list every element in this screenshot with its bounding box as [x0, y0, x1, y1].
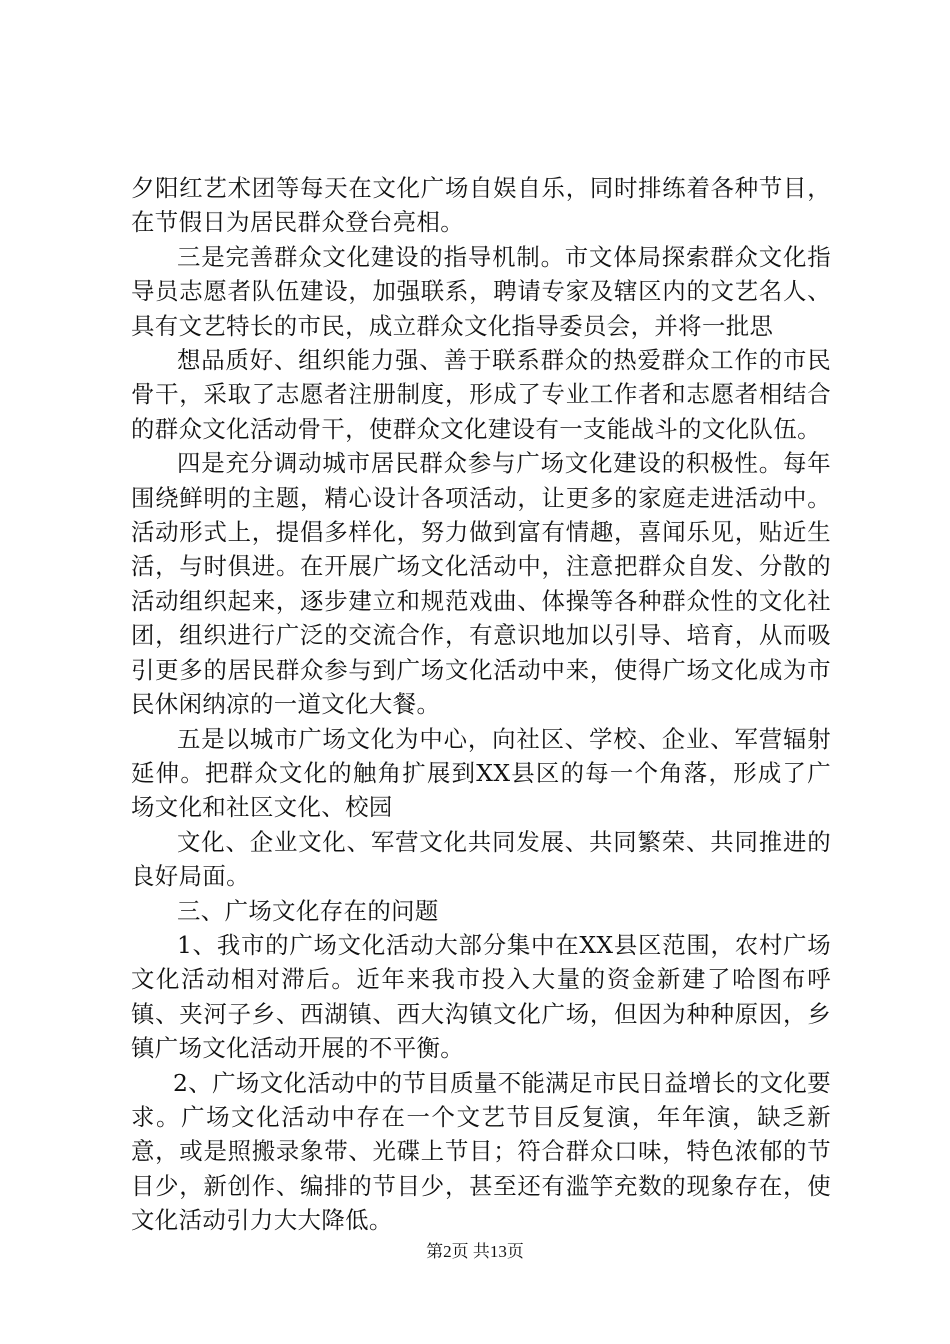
paragraph: 五是以城市广场文化为中心，向社区、学校、企业、军营辐射延伸。把群众文化的触角扩展到XX县区的每一个角落，形成了广场文化和社区文化、校园 — [131, 724, 831, 822]
paragraph: 想品质好、组织能力强、善于联系群众的热爱群众工作的市民骨干，采取了志愿者注册制度，形成了专业工作者和志愿者相结合的群众文化活动骨干，使群众文化建设有一支能战斗的文化队伍。 — [131, 346, 831, 443]
page-number-footer: 第2页 共13页 — [426, 1242, 524, 1261]
paragraph: 1、我市的广场文化活动大部分集中在XX县区范围，农村广场文化活动相对滞后。近年来我市投入大量的资金新建了哈图布呼镇、夹河子乡、西湖镇、西大沟镇文化广场，但因为种种原因，乡镇广场文化活动开展的不平衡。 — [131, 930, 831, 1063]
paragraph: 四是充分调动城市居民群众参与广场文化建设的积极性。每年围绕鲜明的主题，精心设计各项活动，让更多的家庭走进活动中。活动形式上，提倡多样化，努力做到富有情趣，喜闻乐见，贴近生活，与时俱进。在开展广场文化活动中，注意把群众自发、分散的活动组织起来，逐步建立和规范戏曲、体操等各种群众性的文化社团，组织进行广泛的交流合作，有意识地加以引导、培育，从而吸引更多的居民群众参与到广场文化活动中来，使得广场文化成为市民休闲纳凉的一道文化大餐。 — [131, 449, 831, 719]
paragraph: 2、广场文化活动中的节目质量不能满足市民日益增长的文化要求。广场文化活动中存在一个文艺节目反复演，年年演，缺乏新意，或是照搬录象带、光碟上节目；符合群众口味，特色浓郁的节目少，新创作、编排的节目少，甚至还有滥竽充数的现象存在，使文化活动引力大大降低。 — [131, 1068, 831, 1235]
paragraph: 夕阳红艺术团等每天在文化广场自娱自乐，同时排练着各种节目，在节假日为居民群众登台亮相。 — [131, 174, 831, 237]
section-heading: 三、广场文化存在的问题 — [177, 896, 439, 925]
paragraph: 三是完善群众文化建设的指导机制。市文体局探索群众文化指导员志愿者队伍建设，加强联系，聘请专家及辖区内的文艺名人、具有文艺特长的市民，成立群众文化指导委员会，并将一批思 — [131, 242, 831, 340]
paragraph: 文化、企业文化、军营文化共同发展、共同繁荣、共同推进的良好局面。 — [131, 827, 831, 891]
document-body — [131, 171, 831, 1238]
